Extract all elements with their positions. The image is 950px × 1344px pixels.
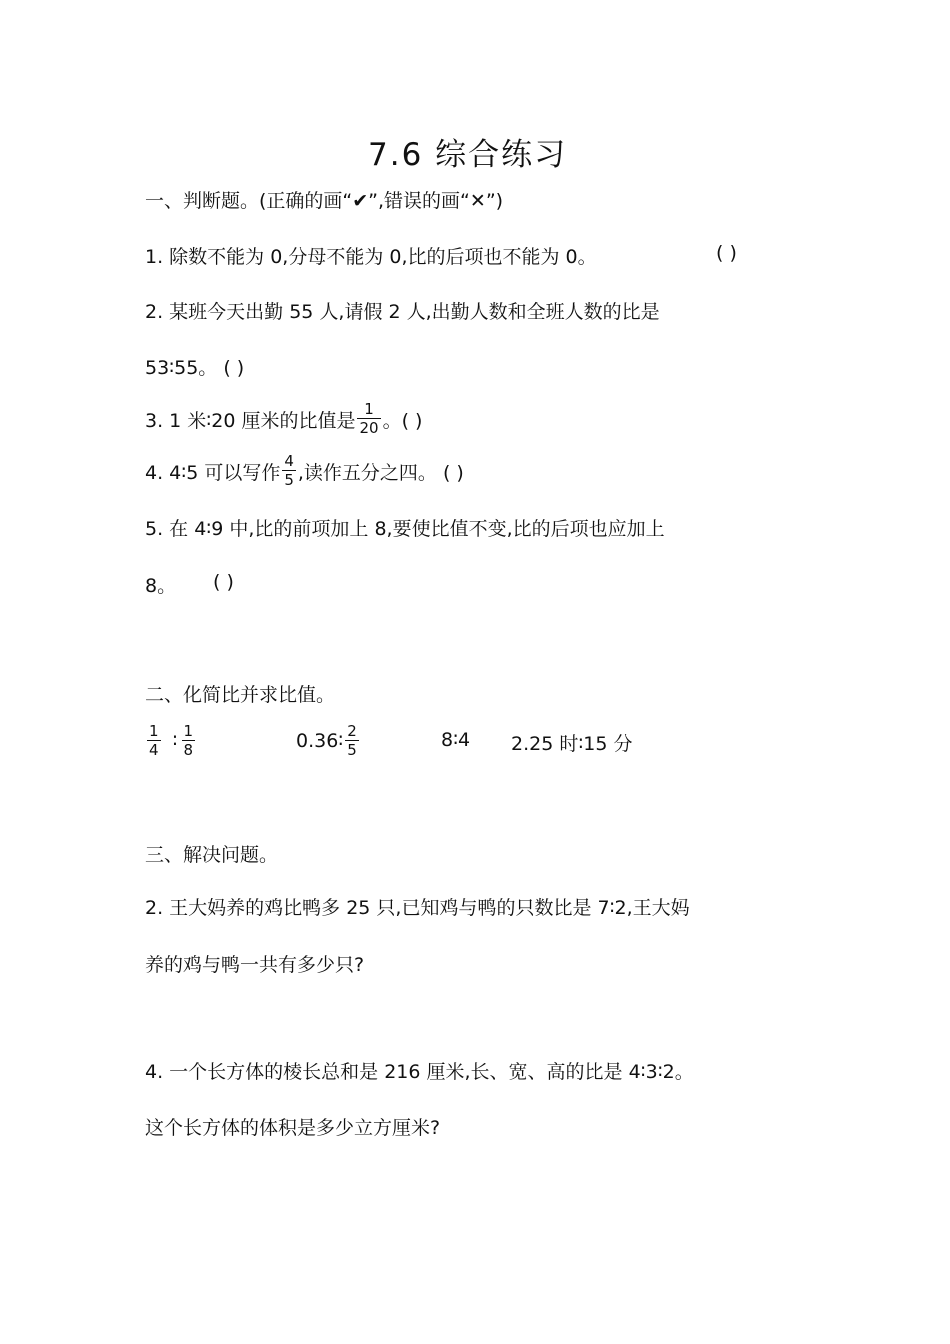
ratio-separator: ∶ (172, 730, 178, 752)
question-3 (145, 398, 422, 440)
question-5-answer-paren[interactable]: ( ) (213, 571, 234, 593)
question-3-suffix: 。( ) (382, 409, 423, 432)
fraction-denominator: 4 (149, 741, 159, 759)
section3-heading: 三、解决问题。 (145, 844, 279, 866)
question-4-fraction (282, 454, 296, 488)
question-4-suffix: ,读作五分之四。 ( ) (297, 461, 464, 484)
question-4-prefix: 4. 4∶5 可以写作 (145, 461, 281, 484)
exercise-2-prefix: 0.36∶ (296, 730, 344, 752)
question-3-fraction (357, 402, 380, 436)
question-1 (145, 242, 597, 269)
question-1-text: 1. 除数不能为 0,分母不能为 0,比的后项也不能为 0。 (145, 246, 597, 268)
exercise-ratio-1 (145, 720, 197, 762)
section1-heading: 一、判断题。(正确的画“✔”,错误的画“✕”) (145, 190, 504, 212)
problem-2-line2: 养的鸡与鸭一共有多少只? (145, 954, 365, 976)
question-4 (145, 450, 464, 492)
exercise-ratio-3: 8∶4 (441, 729, 471, 751)
exercise-2-fraction (345, 724, 359, 758)
problem-4-line2: 这个长方体的体积是多少立方厘米? (145, 1117, 441, 1139)
fraction-denominator: 5 (284, 471, 294, 489)
section2-heading: 二、化简比并求比值。 (145, 684, 336, 706)
question-5-line2: 8。 (145, 575, 177, 597)
exercise-1-fraction-b (182, 724, 196, 758)
fraction-numerator: 1 (364, 400, 374, 418)
exercise-ratio-2 (296, 720, 361, 762)
question-1-answer-paren[interactable]: ( ) (716, 242, 737, 264)
problem-2-line1: 2. 王大妈养的鸡比鸭多 25 只,已知鸡与鸭的只数比是 7∶2,王大妈 (145, 897, 690, 919)
fraction-denominator: 8 (183, 741, 194, 759)
fraction-denominator: 5 (347, 741, 357, 759)
exercise-ratio-4: 2.25 时∶15 分 (511, 733, 633, 755)
question-2-line1: 2. 某班今天出勤 55 人,请假 2 人,出勤人数和全班人数的比是 (145, 301, 660, 323)
fraction-numerator: 1 (149, 722, 159, 740)
fraction-numerator: 1 (183, 722, 194, 740)
problem-4-line1: 4. 一个长方体的棱长总和是 216 厘米,长、宽、高的比是 4∶3∶2。 (145, 1061, 694, 1083)
exercise-1-fraction-a (147, 724, 161, 758)
fraction-numerator: 2 (347, 722, 357, 740)
question-3-prefix: 3. 1 米∶20 厘米的比值是 (145, 409, 356, 432)
fraction-denominator: 20 (359, 419, 379, 437)
question-2-line2: 53∶55。 ( ) (145, 357, 245, 379)
question-5-line1: 5. 在 4∶9 中,比的前项加上 8,要使比值不变,比的后项也应加上 (145, 518, 665, 540)
page-title: 7.6 综合练习 (368, 137, 568, 173)
fraction-numerator: 4 (284, 452, 294, 470)
